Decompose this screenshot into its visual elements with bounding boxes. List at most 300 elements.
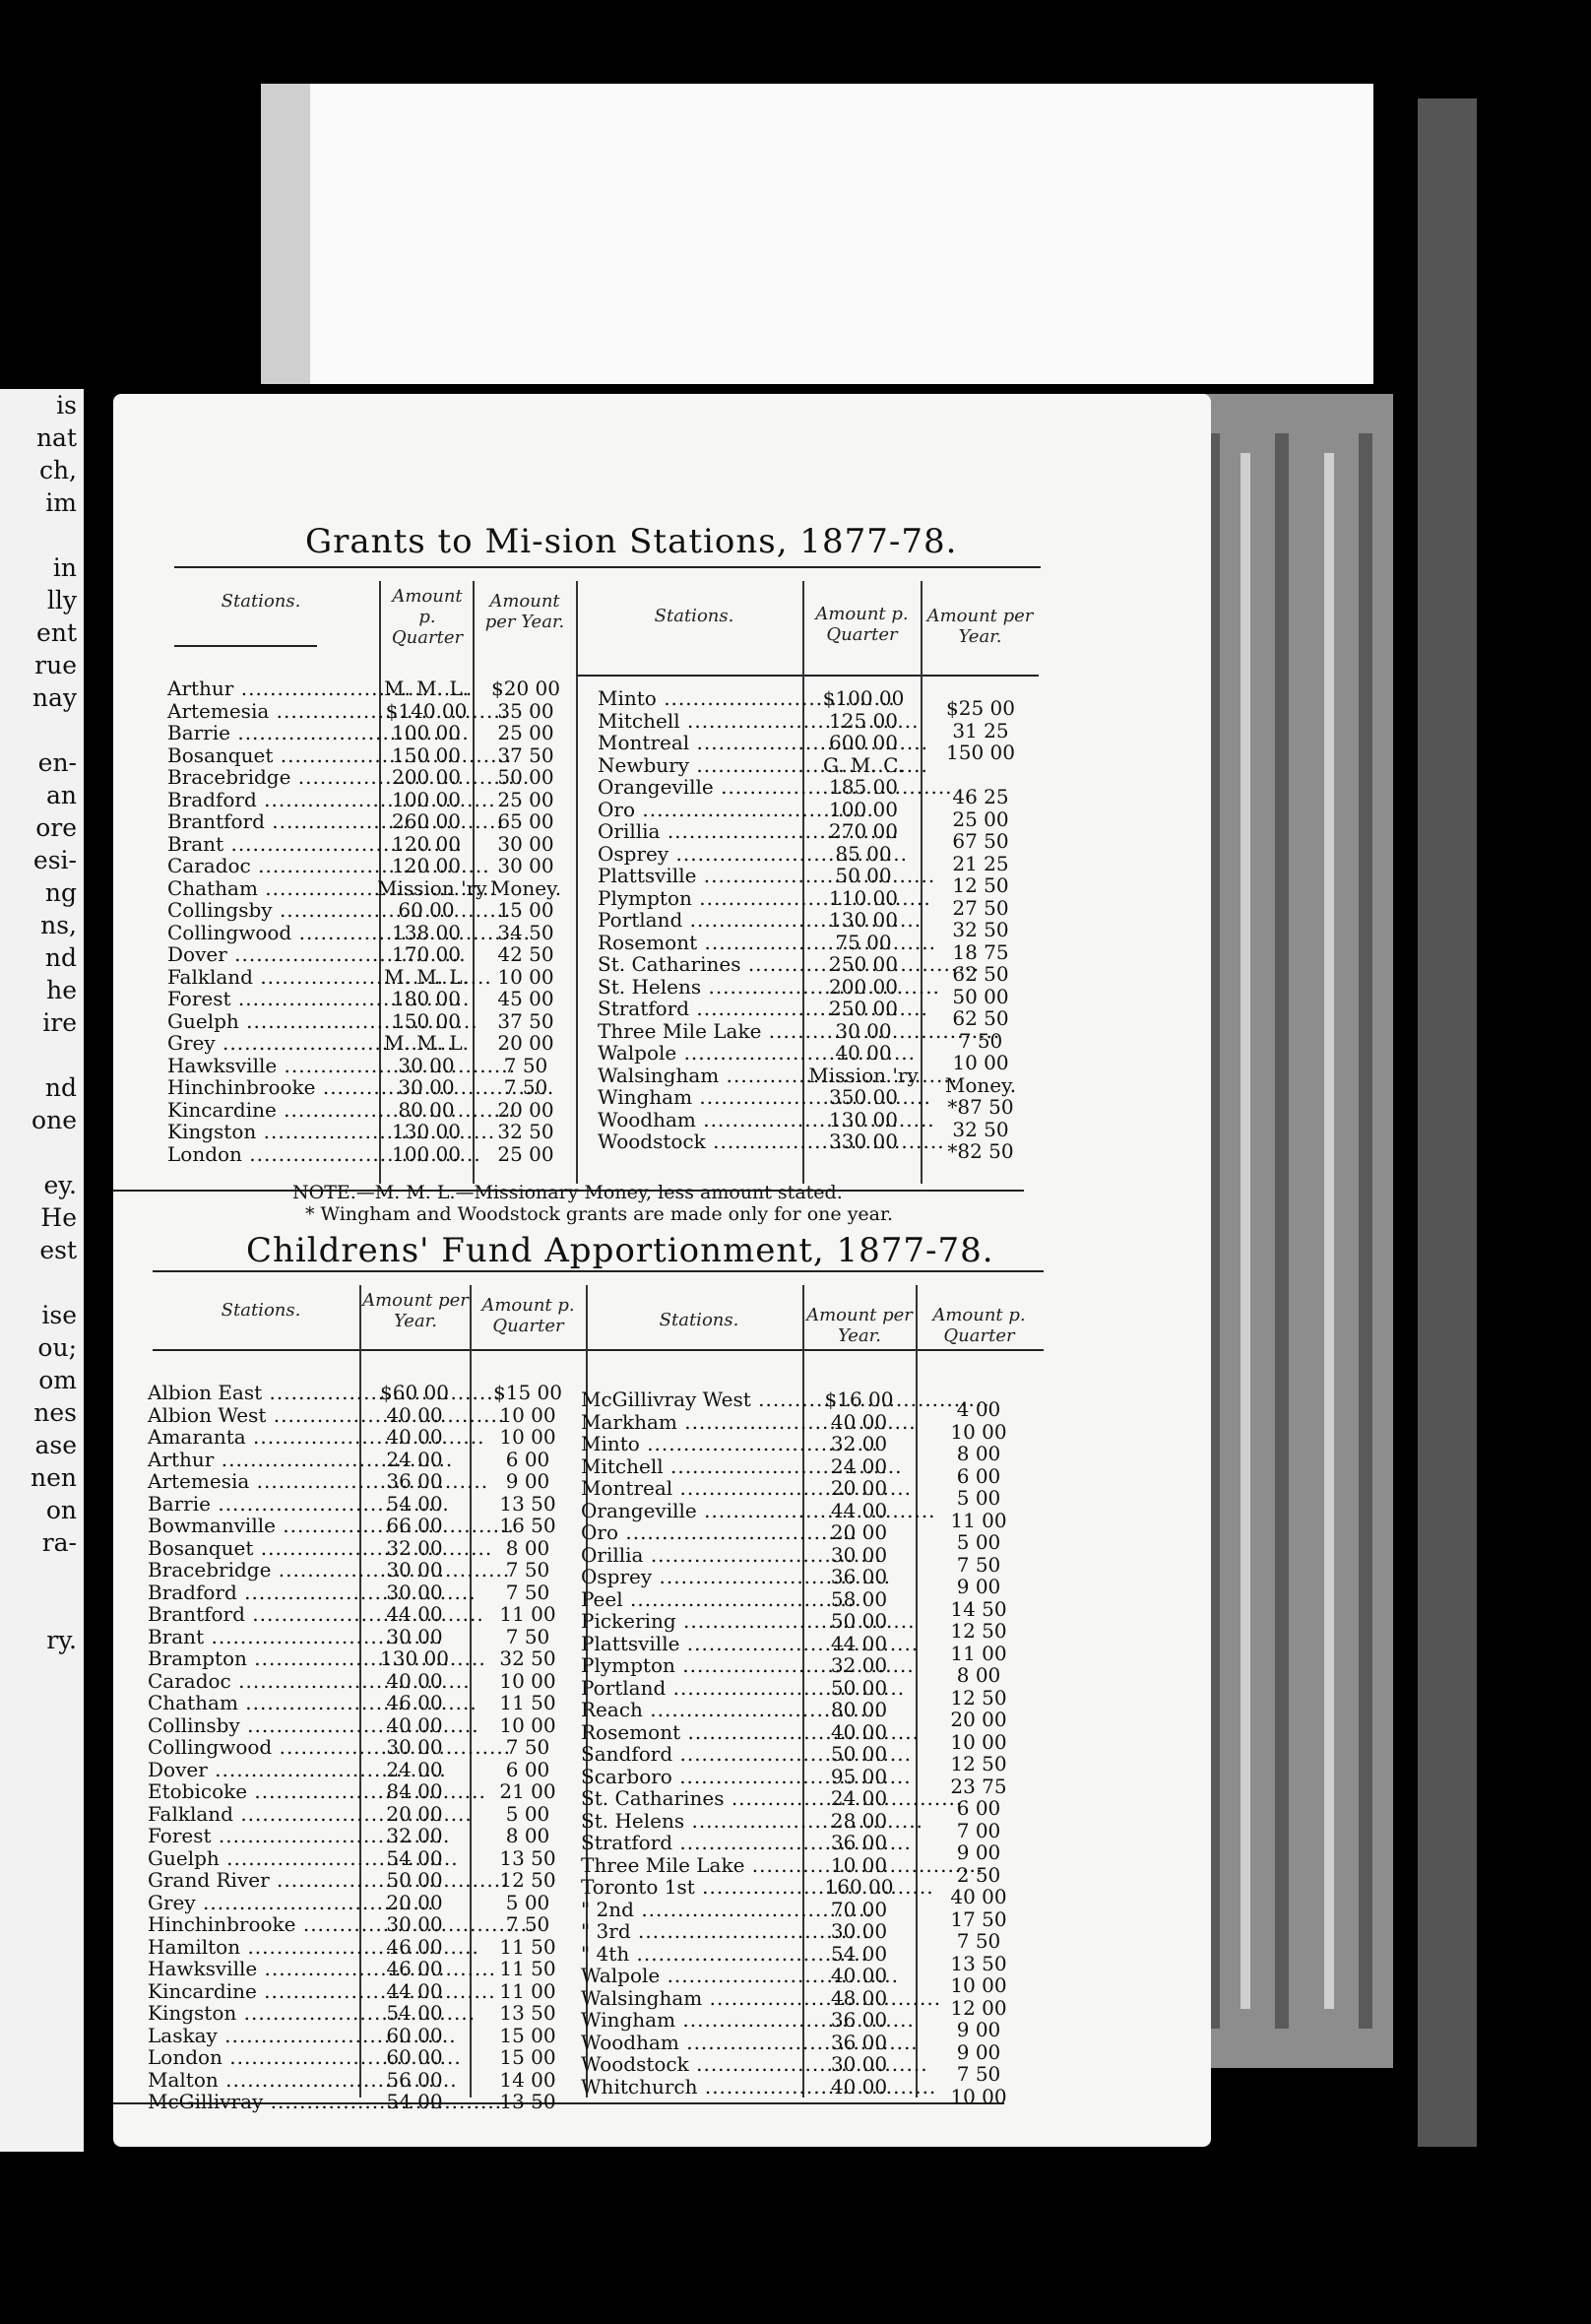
sheet-edge [261,84,310,384]
amount-cell: 10 00 [499,1668,556,1693]
left-page-fragment-line: ng [44,878,77,907]
amount-cell: 44 00 [830,1631,888,1655]
left-page-fragment-line: nes [33,1398,77,1427]
amount-cell: 14 00 [499,2067,556,2092]
station-name: Walpole ..... [581,1965,797,1987]
station-name: Barrie ..... [148,1493,354,1516]
amount-cell: 160 00 [824,1875,894,1899]
grants-header-rule [576,675,1039,677]
amount-cell: 7 50 [958,1028,1003,1053]
grants-note-line1: NOTE.—M. M. L.—Missionary Money, less amount stated. [292,1182,843,1203]
left-page-fragment-line: ch, [38,456,77,484]
grants-title: Grants to Mi-sion Stations, 1877-78. [305,522,958,561]
amount-cell: 10 00 [497,964,554,989]
station-name: Walsingham ..... [598,1065,799,1087]
station-name: Grey ..... [148,1892,354,1914]
amount-cell: 25 00 [952,807,1009,831]
amount-cell: 9 00 [956,1840,1001,1864]
amount-cell: 11 00 [950,1508,1007,1532]
station-name: Mitchell ..... [598,710,799,733]
amount-cell: 180 00 [392,987,461,1010]
station-name: Woodham ..... [581,2032,797,2054]
station-name: Brant ..... [148,1626,354,1648]
childrens-header-rule [153,1349,1044,1351]
amount-cell: $16 00 [824,1388,894,1411]
amount-cell: 85 00 [835,841,892,866]
station-name: Montreal ..... [581,1477,797,1500]
station-name: Bradford ..... [167,789,374,811]
left-page-fragment-line: on [45,1496,77,1524]
amount-cell: M. M. L. [383,677,470,700]
station-name: Woodham ..... [598,1109,799,1131]
childrens-top-rule [153,1270,1044,1272]
grants-col-divider [576,581,578,1184]
grants-year-header-right: Amount per Year. [926,606,1034,647]
left-page-fragment-line: in [52,553,77,582]
amount-cell: 30 00 [830,2052,888,2076]
amount-cell: 25 00 [497,787,554,811]
amount-cell: 50 00 [952,984,1009,1008]
amount-cell: 24 00 [830,1453,888,1478]
station-name: Forest ..... [167,988,374,1010]
station-name: Stratford ..... [581,1832,797,1854]
station-name: Plympton ..... [598,887,799,910]
station-name: Etobicoke ..... [148,1780,354,1803]
station-name: Peel ..... [581,1588,797,1611]
amount-cell: 36 00 [830,1565,888,1588]
station-name: St. Helens ..... [598,976,799,999]
amount-cell: 7 50 [956,1929,1001,1953]
left-page-fragment-line: im [45,488,77,517]
amount-cell: 42 50 [497,942,554,966]
amount-cell: 270 00 [829,819,898,843]
grants-stations-header: Stations. [221,591,301,612]
left-page-fragment-line: one [32,1106,77,1134]
amount-cell: 20 00 [950,1708,1007,1731]
amount-cell: 20 00 [830,1520,888,1544]
amount-cell: 12 50 [950,1752,1007,1775]
station-name: Plattsville ..... [581,1633,797,1655]
amount-cell: 13 50 [950,1951,1007,1975]
amount-cell: 30 00 [830,1542,888,1567]
amount-cell: 32 50 [499,1646,556,1670]
left-page-fragment-line: nat [35,423,77,452]
amount-cell: 32 50 [952,1117,1009,1141]
station-name: Hinchinbrooke ..... [167,1076,374,1099]
left-page-fragment-line: ou; [37,1333,77,1362]
amount-cell: 11 00 [499,1602,556,1626]
amount-cell: 150 00 [946,741,1015,764]
amount-cell: 110 00 [829,885,898,910]
book-page-edges [1186,394,1393,2068]
left-page-fragment-line: en- [37,748,77,777]
station-name: Bowmanville ..... [148,1515,354,1537]
amount-cell: 10 00 [950,1973,1007,1997]
station-name: Orangeville ..... [581,1500,797,1522]
amount-cell: 40 00 [835,1041,892,1065]
left-page-fragment-line: nd [44,1073,77,1102]
childrens-quarter-header: Amount p. Quarter [481,1295,575,1336]
amount-cell: 9 00 [956,1575,1001,1598]
left-page-fragment-line: ra- [41,1528,77,1557]
amount-cell: 50 00 [497,765,554,789]
station-name: St. Catharines ..... [581,1787,797,1810]
left-page-fragment-line: ase [34,1431,77,1459]
amount-cell: 9 00 [956,2039,1001,2064]
amount-cell: 30 00 [386,1558,443,1582]
amount-cell: 24 00 [386,1757,443,1781]
station-name: McGillivray West ..... [581,1388,797,1411]
left-page-fragment-line: lly [46,586,77,614]
amount-cell: 30 00 [398,1075,455,1099]
amount-cell: 58 00 [830,1586,888,1611]
amount-cell: Money. [944,1072,1017,1097]
amount-cell: $15 00 [493,1381,562,1404]
grants-year-header: Amount per Year. [484,591,565,632]
amount-cell: 30 00 [835,1018,892,1043]
amount-cell: 130 00 [392,1120,461,1143]
left-page-fragment-line: an [45,781,77,809]
amount-cell: 40 00 [386,1712,443,1737]
childrens-left-stations [148,1382,354,2113]
station-name: " 4th ..... [581,1943,797,1966]
amount-cell: 24 00 [830,1786,888,1810]
amount-cell: 8 00 [956,1663,1001,1687]
grants-right-quarter [804,687,923,1153]
station-name: Pickering ..... [581,1610,797,1633]
amount-cell: 10 00 [499,1402,556,1427]
amount-cell: 36 00 [386,1469,443,1493]
station-name: Minto ..... [581,1433,797,1455]
station-name: Orangeville ..... [598,776,799,799]
station-name: Albion East ..... [148,1382,354,1404]
station-name: Plympton ..... [581,1654,797,1677]
amount-cell: 150 00 [392,742,461,767]
document-page [113,394,1211,2147]
station-name: Rosemont ..... [598,932,799,954]
left-page-fragment-line: ent [36,618,77,647]
amount-cell: 44 00 [830,1498,888,1522]
station-name: Falkland ..... [148,1803,354,1826]
amount-cell: $140 00 [385,698,468,723]
amount-cell: 23 75 [950,1774,1007,1798]
amount-cell: 28 00 [830,1808,888,1833]
grants-left-year [476,678,576,1165]
amount-cell: 6 00 [505,1757,550,1781]
station-name: " 3rd ..... [581,1920,797,1943]
station-name: Bosanquet ..... [148,1537,354,1560]
amount-cell: 13 50 [499,1845,556,1870]
station-name: Brantford ..... [167,810,374,833]
station-name: Bracebridge ..... [148,1559,354,1582]
station-name: Arthur ..... [148,1449,354,1471]
station-name: Hawksville ..... [148,1958,354,1980]
station-name: Albion West ..... [148,1404,354,1427]
amount-cell: 250 00 [829,997,898,1020]
left-page-fragment-line: nay [32,683,77,712]
amount-cell: 18 75 [952,939,1009,964]
amount-cell: 5 00 [505,1801,550,1826]
left-page-fragment-line [8,519,77,551]
left-page-fragment-line [8,1266,77,1299]
amount-cell: 32 00 [830,1432,888,1455]
amount-cell: 120 00 [392,831,461,856]
amount-cell: 10 00 [952,1051,1009,1074]
amount-cell: 54 00 [386,1491,443,1516]
left-page-fragment-line: nen [31,1463,77,1492]
childrens-left-quarter [470,1382,586,2113]
left-page-fragment-line: est [39,1236,77,1264]
station-name: Arthur ..... [167,678,374,700]
amount-cell: 100 00 [392,1141,461,1166]
station-name: Scarboro ..... [581,1766,797,1788]
childrens-year-header: Amount per Year. [362,1290,469,1331]
amount-cell: 8 00 [956,1442,1001,1465]
amount-cell: 40 00 [830,1409,888,1434]
amount-cell: 9 00 [505,1469,550,1493]
amount-cell: 65 00 [497,809,554,833]
amount-cell: 5 00 [956,1530,1001,1554]
amount-cell: 40 00 [950,1885,1007,1908]
amount-cell: 200 00 [392,765,461,789]
station-name: Bracebridge ..... [167,766,374,789]
amount-cell: 8 00 [505,1824,550,1847]
amount-cell: 15 00 [499,2023,556,2047]
amount-cell: 10 00 [499,1425,556,1449]
grants-quarter-header: Amount p. Quarter [391,586,464,648]
amount-cell: *87 50 [947,1095,1014,1119]
amount-cell: 7 50 [505,1580,550,1604]
amount-cell: 37 50 [497,1008,554,1033]
station-name: Collingwood ..... [148,1736,354,1759]
amount-cell: 50 00 [835,864,892,887]
amount-cell: 45 00 [497,987,554,1010]
left-page-fragment-line: ire [42,1008,77,1037]
childrens-stations-header: Stations. [221,1300,301,1321]
amount-cell: 32 50 [497,1120,554,1143]
amount-cell: 12 00 [950,1995,1007,2020]
station-name: Woodstock ..... [581,2053,797,2076]
station-name: London ..... [167,1143,374,1166]
station-name: Brant ..... [167,833,374,856]
amount-cell: $100 00 [822,686,905,710]
amount-cell: 13 50 [499,1491,556,1516]
amount-cell: 70 00 [830,1897,888,1921]
amount-cell: Mission 'ry [377,875,487,900]
amount-cell: 30 00 [830,1919,888,1943]
left-page-fragment [0,389,84,2152]
amount-cell: 11 50 [499,1934,556,1959]
amount-cell: 100 00 [829,797,898,821]
amount-cell: 56 00 [386,2067,443,2092]
station-name: Amaranta ..... [148,1426,354,1449]
amount-cell: 11 50 [499,1691,556,1714]
station-name: " 2nd ..... [581,1899,797,1921]
station-name: Collinsby ..... [148,1714,354,1737]
station-name: Portland ..... [581,1677,797,1700]
amount-cell: 9 00 [956,2018,1001,2041]
childrens-right-year [802,1388,916,2098]
background-sheet [261,84,1373,384]
amount-cell: 54 00 [386,2090,443,2113]
amount-cell: 30 00 [497,854,554,877]
amount-cell: 11 50 [499,1957,556,1980]
left-page-fragment-line: ore [35,813,77,842]
left-page-fragment-line: ns, [40,911,77,939]
station-name: Bradford ..... [148,1582,354,1604]
amount-cell: 7 00 [956,1818,1001,1842]
amount-cell: 350 00 [829,1085,898,1109]
amount-cell: 7 50 [956,1552,1001,1577]
amount-cell: 66 00 [386,1514,443,1537]
childrens-left-year [359,1382,470,2113]
station-name: Kincardine ..... [148,1980,354,2003]
station-name: Montreal ..... [598,732,799,754]
station-name: Kingston ..... [148,2002,354,2025]
amount-cell: 12 50 [950,1685,1007,1710]
amount-cell: 12 50 [952,873,1009,897]
grants-quarter-header-right: Amount p. Quarter [815,604,909,645]
amount-cell [923,764,1039,787]
amount-cell: 80 00 [830,1698,888,1721]
station-name: Hamilton ..... [148,1936,354,1959]
amount-cell: 25 00 [497,721,554,744]
station-name: Woodstock ..... [598,1130,799,1153]
amount-cell: G. M. C. [822,752,905,777]
amount-cell: 60 00 [398,898,455,922]
station-name: Collingwood ..... [167,922,374,944]
amount-cell: 44 00 [386,1602,443,1626]
station-name: Walpole ..... [598,1042,799,1065]
station-name: Hinchinbrooke ..... [148,1913,354,1936]
station-name: Chatham ..... [167,877,374,900]
station-name: Kincardine ..... [167,1099,374,1122]
amount-cell: 13 50 [499,2001,556,2025]
left-page-fragment-line: rue [34,651,77,679]
grants-right-stations [598,687,799,1153]
station-name: Dover ..... [148,1759,354,1781]
amount-cell: 7 50 [505,1735,550,1759]
station-name: Three Mile Lake ..... [598,1020,799,1043]
book-binding-edge [1418,98,1477,2147]
grants-header-rule [174,645,317,647]
station-name: St. Catharines ..... [598,953,799,976]
amount-cell: 13 50 [499,2090,556,2113]
amount-cell: 40 00 [386,1402,443,1427]
amount-cell: 30 00 [386,1580,443,1604]
amount-cell: 10 00 [950,1729,1007,1754]
station-name: Collingsby ..... [167,899,374,922]
station-name: Artemesia ..... [167,700,374,723]
amount-cell: 6 00 [956,1463,1001,1488]
left-page-fragment-line [8,1591,77,1624]
amount-cell: 46 25 [952,785,1009,808]
amount-cell: 36 00 [830,2030,888,2054]
amount-cell: 11 00 [950,1641,1007,1665]
amount-cell: 67 50 [952,829,1009,853]
station-name: Toronto 1st ..... [581,1876,797,1899]
amount-cell: 5 00 [956,1486,1001,1510]
amount-cell: 100 00 [392,721,461,744]
station-name: Brantford ..... [148,1603,354,1626]
left-page-fragment-line: ey. [43,1171,77,1199]
amount-cell: 260 00 [392,809,461,833]
station-name: Markham ..... [581,1411,797,1434]
grants-note-line2: * Wingham and Woodstock grants are made only for one year. [305,1203,894,1225]
amount-cell: 30 00 [497,831,554,856]
station-name: Artemesia ..... [148,1470,354,1493]
grants-stations-header-right: Stations. [654,606,734,626]
station-name: Osprey ..... [581,1566,797,1588]
amount-cell: 16 50 [499,1514,556,1537]
left-page-fragment-line [8,1559,77,1591]
amount-cell: 62 50 [952,962,1009,986]
amount-cell: *82 50 [947,1139,1014,1163]
amount-cell: $60 00 [380,1381,449,1404]
amount-cell: 250 00 [829,952,898,976]
amount-cell: 12 50 [499,1868,556,1892]
amount-cell: 27 50 [952,895,1009,920]
station-name: Dover ..... [167,943,374,966]
amount-cell: 75 00 [835,930,892,954]
amount-cell: 7 50 [505,1624,550,1648]
amount-cell: 6 00 [505,1447,550,1471]
amount-cell: 40 00 [830,1719,888,1744]
left-page-fragment-line: ry. [46,1626,77,1654]
left-page-fragment-line [8,1136,77,1169]
station-name: Sandford ..... [581,1743,797,1766]
amount-cell: 20 00 [386,1890,443,1914]
station-name: Reach ..... [581,1699,797,1721]
amount-cell: 54 00 [830,1941,888,1966]
station-name: Plattsville ..... [598,865,799,887]
station-name: Barrie ..... [167,722,374,744]
amount-cell: 50 00 [830,1609,888,1633]
amount-cell: 7 50 [505,1912,550,1936]
left-page-fragment-line: nd [44,943,77,972]
station-name: Grand River ..... [148,1869,354,1892]
amount-cell: 32 00 [830,1653,888,1677]
station-name: Stratford ..... [598,998,799,1020]
amount-cell: 30 00 [386,1624,443,1648]
left-page-text [8,389,77,1656]
amount-cell: 7 50 [503,1053,548,1077]
amount-cell: 32 50 [952,918,1009,941]
amount-cell: 46 00 [386,1957,443,1980]
amount-cell: 130 00 [380,1646,449,1670]
amount-cell: 48 00 [830,1985,888,2010]
amount-cell: 8 00 [505,1535,550,1560]
amount-cell: 15 00 [499,2045,556,2069]
amount-cell: Money. [489,875,562,900]
amount-cell: 40 00 [386,1425,443,1449]
amount-cell: M. M. L. [383,1031,470,1055]
childrens-right-quarter [916,1398,1042,2107]
amount-cell: 2 50 [956,1862,1001,1887]
station-name: Bosanquet ..... [167,744,374,767]
amount-cell: 44 00 [386,1978,443,2003]
amount-cell: 31 25 [952,718,1009,742]
amount-cell: 40 00 [386,1668,443,1693]
amount-cell: 20 00 [497,1097,554,1122]
amount-cell: 54 00 [386,1845,443,1870]
amount-cell: 21 25 [952,851,1009,875]
amount-cell: 330 00 [829,1130,898,1153]
amount-cell: 24 00 [386,1447,443,1471]
amount-cell: 15 00 [497,898,554,922]
amount-cell: 32 00 [386,1824,443,1847]
amount-cell: 10 00 [950,2084,1007,2108]
